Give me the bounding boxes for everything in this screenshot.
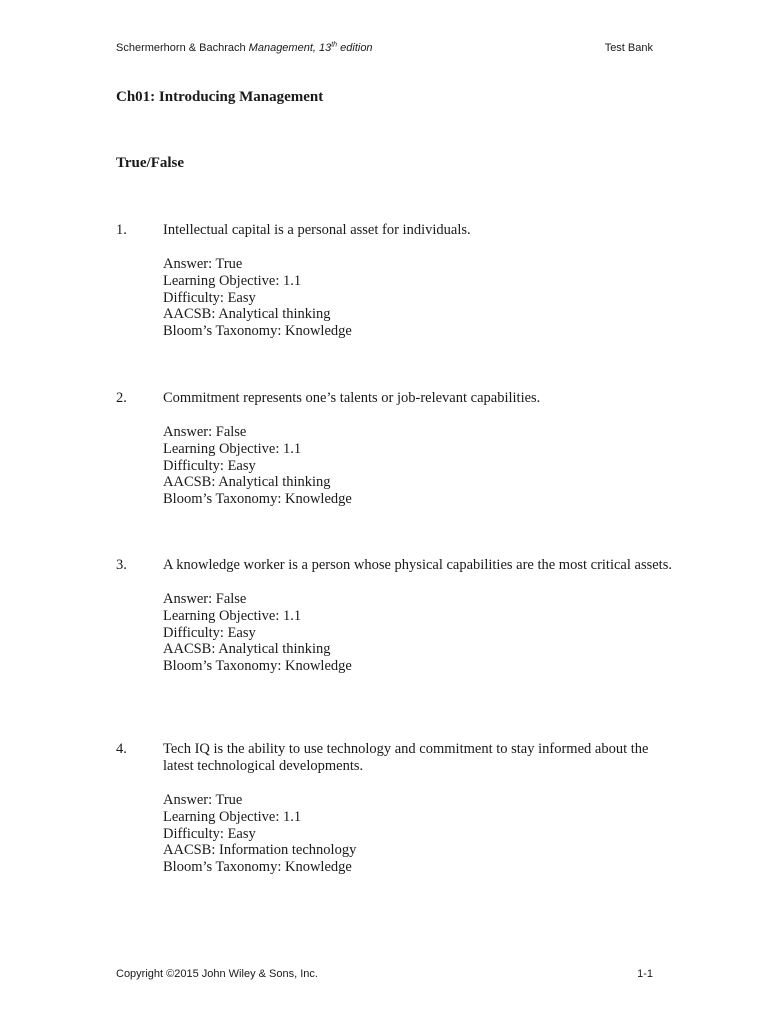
answer: Answer: False [163, 424, 247, 440]
header-edition-superscript: th [331, 41, 338, 49]
question-number: 1. [116, 222, 127, 238]
page-header [116, 41, 653, 55]
section-title: True/False [116, 155, 185, 171]
learning-objective: Learning Objective: 1.1 [163, 272, 302, 289]
chapter-title: Ch01: Introducing Management [116, 89, 324, 105]
question-3 [116, 557, 676, 675]
question-text: A knowledge worker is a person whose physical capabilities are the most critical assets. [163, 557, 672, 573]
difficulty: Difficulty: Easy [163, 624, 256, 641]
question-metadata [163, 256, 676, 340]
aacsb: AACSB: Information technology [163, 842, 357, 859]
learning-objective: Learning Objective: 1.1 [163, 607, 302, 624]
footer-copyright: Copyright ©2015 John Wiley & Sons, Inc. [116, 968, 318, 980]
page-footer [116, 967, 653, 981]
aacsb: AACSB: Analytical thinking [163, 641, 331, 658]
header-book-reference [116, 41, 373, 55]
answer: Answer: False [163, 591, 247, 607]
learning-objective: Learning Objective: 1.1 [163, 808, 302, 825]
blooms-taxonomy: Bloom’s Taxonomy: Knowledge [163, 491, 352, 508]
question-metadata [163, 424, 676, 508]
header-edition-suffix: edition [337, 42, 373, 54]
aacsb: AACSB: Analytical thinking [163, 306, 331, 323]
question-metadata [163, 792, 676, 876]
blooms-taxonomy: Bloom’s Taxonomy: Knowledge [163, 323, 352, 340]
question-metadata [163, 591, 676, 675]
question-text: Commitment represents one’s talents or job-relevant capabilities. [163, 390, 541, 406]
difficulty: Difficulty: Easy [163, 289, 256, 306]
blooms-taxonomy: Bloom’s Taxonomy: Knowledge [163, 859, 352, 876]
answer: Answer: True [163, 256, 243, 272]
difficulty: Difficulty: Easy [163, 825, 256, 842]
difficulty: Difficulty: Easy [163, 457, 256, 474]
question-number: 3. [116, 557, 127, 573]
question-1 [116, 222, 676, 340]
header-book-title: Management, 13 [248, 42, 332, 54]
question-text: Tech IQ is the ability to use technology and commitment to stay informed about the latest technological developments. [163, 741, 649, 774]
question-4 [116, 741, 676, 876]
aacsb: AACSB: Analytical thinking [163, 474, 331, 491]
header-authors: Schermerhorn & Bachrach [116, 42, 249, 54]
learning-objective: Learning Objective: 1.1 [163, 440, 302, 457]
question-number: 2. [116, 390, 127, 406]
header-test-bank: Test Bank [604, 42, 653, 54]
footer-page-number: 1-1 [637, 968, 653, 980]
question-text: Intellectual capital is a personal asset for individuals. [163, 222, 471, 238]
question-number: 4. [116, 741, 127, 757]
blooms-taxonomy: Bloom’s Taxonomy: Knowledge [163, 658, 352, 675]
question-2 [116, 390, 676, 508]
answer: Answer: True [163, 792, 243, 808]
